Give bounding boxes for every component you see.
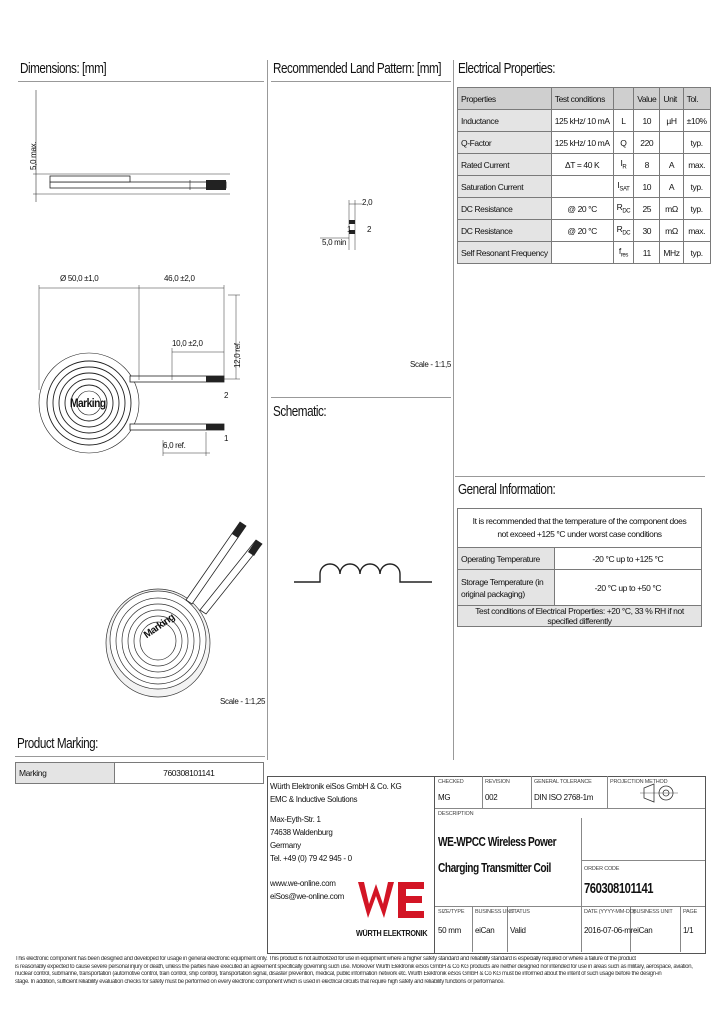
- divider: [455, 476, 705, 477]
- description-line-1: WE-WPCC Wireless Power: [438, 834, 557, 849]
- disclaimer: [15, 956, 705, 986]
- product-marking-heading: Product Marking:: [17, 735, 98, 752]
- electrical-cell: @ 20 °C: [551, 220, 613, 242]
- electrical-cell: Saturation Current: [458, 176, 552, 198]
- electrical-cell: $R_{DC}$: [613, 220, 634, 242]
- disclaimer-line: is reasonably expected to cause severe personal injury or death, unless the parties have executed an agreement specifically governing such use. Moreover Würth Elektronik eiSos GmbH & Co KG products are neither designed nor intended for use in areas such as military, aerospace, aviation,: [15, 963, 693, 970]
- electrical-cell: 30: [634, 220, 660, 242]
- electrical-cell: MHz: [660, 242, 683, 264]
- electrical-cell: ΔT = 40 K: [551, 154, 613, 176]
- general-footer: Test conditions of Electrical Properties: +20 °C, 33 % RH if not specified differently: [458, 606, 702, 627]
- electrical-cell: 10: [634, 176, 660, 198]
- division: EMC & Inductive Solutions: [270, 795, 358, 804]
- dimensions-drawing: [0, 90, 270, 730]
- electrical-row: [458, 154, 711, 176]
- projection-icon: [640, 782, 680, 804]
- projection-label: PROJECTION METHOD: [610, 779, 668, 785]
- electrical-row: [458, 220, 711, 242]
- divider: [271, 397, 451, 398]
- electrical-cell: A: [660, 176, 683, 198]
- web-line: www.we-online.com: [270, 879, 336, 888]
- land-dim-1: 1: [347, 225, 352, 234]
- disclaimer-line: stage. In addition, sufficient reliability evaluation checks for safety must be performed on every electronic component which is used in electrical circuits that require high safety and reliability functions or performance.: [15, 978, 505, 985]
- electrical-cell: [551, 176, 613, 198]
- status-value: Valid: [510, 926, 526, 935]
- electrical-heading: Electrical Properties:: [458, 60, 556, 77]
- pin2-label: 2: [224, 391, 229, 400]
- scale-bottom-label: Scale - 1:1,25: [220, 697, 266, 706]
- description-line-2: Charging Transmitter Coil: [438, 860, 551, 875]
- electrical-cell: 125 kHz/ 10 mA: [551, 132, 613, 154]
- electrical-cell: [551, 242, 613, 264]
- general-row-value: -20 °C up to +125 °C: [554, 548, 701, 570]
- electrical-cell: [660, 132, 683, 154]
- checked-label: CHECKED: [438, 779, 464, 785]
- electrical-header-cell: Properties: [458, 88, 552, 110]
- business-unit-label: BUSINESS UNIT: [475, 909, 515, 915]
- vertical-divider: [453, 60, 454, 760]
- electrical-cell: max.: [683, 154, 710, 176]
- general-tol-value: DIN ISO 2768-1m: [534, 793, 594, 802]
- disclaimer-line: This electronic component has been designed and developed for usage in general electronic equipment only. This product is not authorized for use in equipment where a higher safety standard and reliability standard is especially required or where a failure of the product: [15, 956, 636, 962]
- electrical-header-cell: Tol.: [683, 88, 710, 110]
- electrical-row: [458, 198, 711, 220]
- description-label: DESCRIPTION: [438, 811, 474, 817]
- electrical-cell: Inductance: [458, 110, 552, 132]
- electrical-cell: DC Resistance: [458, 220, 552, 242]
- marking-table-label: Marking: [16, 763, 115, 784]
- page-label: PAGE: [683, 909, 698, 915]
- business-unit-2-label: BUSINESS UNIT: [633, 909, 673, 915]
- electrical-cell: µH: [660, 110, 683, 132]
- diameter-label: Ø 50,0 ±1,0: [60, 274, 99, 283]
- inductor-symbol: [290, 550, 440, 590]
- general-table: [457, 508, 702, 627]
- electrical-cell: mΩ: [660, 220, 683, 242]
- lead-length-label: 6,0 ref.: [163, 441, 186, 450]
- we-logo: [352, 878, 430, 926]
- electrical-cell: typ.: [683, 132, 710, 154]
- business-unit-value: eiCan: [475, 926, 495, 935]
- electrical-cell: mΩ: [660, 198, 683, 220]
- electrical-header-cell: Value: [634, 88, 660, 110]
- electrical-cell: $R_{DC}$: [613, 198, 634, 220]
- electrical-cell: 8: [634, 154, 660, 176]
- electrical-cell: 125 kHz/ 10 mA: [551, 110, 613, 132]
- land-pattern-heading: Recommended Land Pattern: [mm]: [273, 60, 442, 77]
- electrical-table: [457, 87, 711, 264]
- marking-table: [15, 762, 264, 784]
- pin1-label: 1: [224, 434, 229, 443]
- order-code-label: ORDER CODE: [584, 866, 620, 872]
- electrical-header-cell: [613, 88, 634, 110]
- electrical-cell: A: [660, 154, 683, 176]
- address-line: Max-Eyth-Str. 1: [270, 815, 321, 824]
- divider: [271, 81, 451, 82]
- disclaimer-line: nuclear control, submarine, transportation (automotive control, train control, ship control), transportation signal, disaster prevention, medical, public information network etc. Würth Elektronik eiSos GmbH & Co KG must be informed about the intent of such usage before the design-in: [15, 971, 662, 977]
- marking-label: Marking: [70, 396, 106, 410]
- length-label: 46,0 ±2,0: [164, 274, 195, 283]
- address-line: Tel. +49 (0) 79 42 945 - 0: [270, 854, 352, 863]
- electrical-cell: 220: [634, 132, 660, 154]
- electrical-cell: typ.: [683, 242, 710, 264]
- land-dim-2: 2,0: [362, 198, 373, 207]
- page-value: 1/1: [683, 926, 694, 935]
- electrical-row: [458, 176, 711, 198]
- scale-top-label: Scale - 1:1,5: [410, 360, 452, 369]
- vertical-divider: [267, 60, 268, 760]
- land-dim-2b: 2: [367, 225, 372, 234]
- electrical-row: [458, 110, 711, 132]
- general-heading: General Information:: [458, 481, 556, 498]
- size-value: 50 mm: [438, 926, 461, 935]
- electrical-cell: 10: [634, 110, 660, 132]
- electrical-cell: Rated Current: [458, 154, 552, 176]
- dimensions-heading: Dimensions: [mm]: [20, 60, 107, 77]
- electrical-cell: $I_{SAT}$: [613, 176, 634, 198]
- address-line: Germany: [270, 841, 301, 850]
- checked-value: MG: [438, 793, 451, 802]
- electrical-cell: typ.: [683, 198, 710, 220]
- electrical-header-cell: Unit: [660, 88, 683, 110]
- electrical-cell: Q: [613, 132, 634, 154]
- electrical-cell: Q-Factor: [458, 132, 552, 154]
- electrical-cell: 11: [634, 242, 660, 264]
- electrical-cell: ±10%: [683, 110, 710, 132]
- general-row-value: -20 °C up to +50 °C: [554, 570, 701, 606]
- electrical-cell: typ.: [683, 176, 710, 198]
- electrical-cell: L: [613, 110, 634, 132]
- land-dim-5min: 5,0 min: [322, 238, 347, 247]
- ref-height-label: 12,0 ref.: [233, 341, 242, 368]
- electrical-cell: $I_R$: [613, 154, 634, 176]
- electrical-row: [458, 132, 711, 154]
- schematic-heading: Schematic:: [273, 403, 327, 420]
- address-line: 74638 Waldenburg: [270, 828, 333, 837]
- status-label: STATUS: [510, 909, 530, 915]
- electrical-cell: @ 20 °C: [551, 198, 613, 220]
- electrical-cell: $f_{res}$: [613, 242, 634, 264]
- electrical-cell: DC Resistance: [458, 198, 552, 220]
- electrical-header-cell: Test conditions: [551, 88, 613, 110]
- date-value: 2016-07-06-mr: [584, 926, 634, 935]
- logo-text: WÜRTH ELEKTRONIK: [356, 929, 428, 938]
- strip-label: 10,0 ±2,0: [172, 339, 203, 348]
- web-line: eiSos@we-online.com: [270, 892, 345, 901]
- electrical-cell: max.: [683, 220, 710, 242]
- marking-table-value: 760308101141: [114, 763, 263, 784]
- revision-value: 002: [485, 793, 498, 802]
- general-note: It is recommended that the temperature of the component does not exceed +125 °C under worst case conditions: [458, 509, 702, 548]
- date-label: DATE (YYYY-MM-DD): [584, 909, 635, 915]
- electrical-cell: Self Resonant Frequency: [458, 242, 552, 264]
- electrical-row: [458, 242, 711, 264]
- marking-label-perspective: Marking: [142, 612, 177, 642]
- business-unit-2-value: eiCan: [633, 926, 653, 935]
- general-row-label: Operating Temperature: [458, 548, 555, 570]
- divider: [15, 756, 265, 757]
- electrical-header-row: [458, 88, 711, 110]
- max-height-label: 5,0 max.: [29, 141, 38, 170]
- electrical-cell: 25: [634, 198, 660, 220]
- size-label: SIZE/TYPE: [438, 909, 465, 915]
- order-code: 760308101141: [584, 880, 654, 897]
- general-row-label: Storage Temperature (in original packaging): [458, 570, 555, 606]
- divider: [18, 81, 264, 82]
- general-tol-label: GENERAL TOLERANCE: [534, 779, 592, 785]
- company-name: Würth Elektronik eiSos GmbH & Co. KG: [270, 782, 402, 791]
- revision-label: REVISION: [485, 779, 510, 785]
